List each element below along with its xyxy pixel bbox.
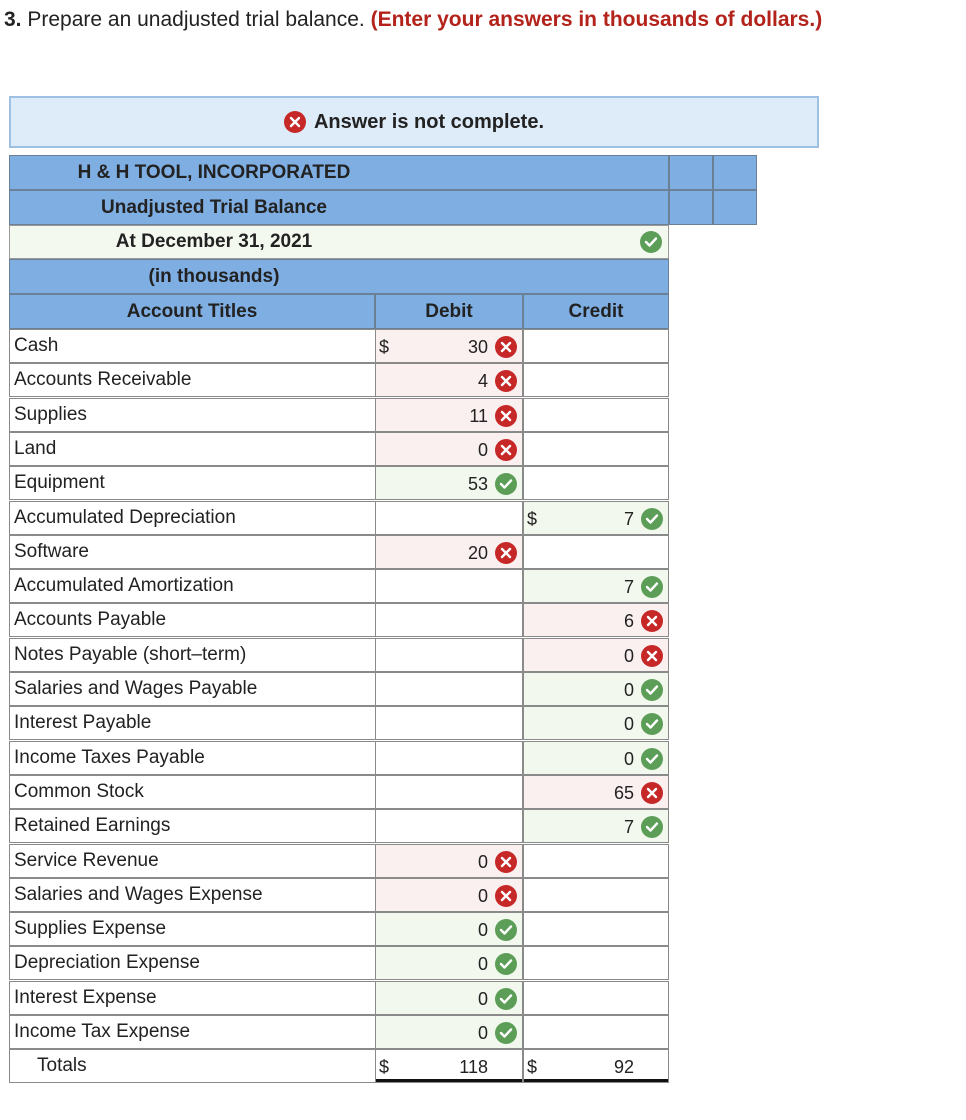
- debit-amount-field[interactable]: [375, 946, 523, 980]
- col-header-debit: Debit: [375, 294, 523, 329]
- credit-amount-field[interactable]: [523, 569, 669, 603]
- account-title[interactable]: Salaries and Wages Payable: [9, 672, 375, 706]
- credit-value: 7: [623, 577, 634, 597]
- credit-amount-field[interactable]: [523, 638, 669, 672]
- credit-value: 0: [623, 680, 634, 700]
- credit-amount-field[interactable]: [523, 706, 669, 740]
- table-row: [9, 844, 669, 878]
- account-title[interactable]: Accounts Receivable: [9, 363, 375, 397]
- units-label-text: (in thousands): [148, 265, 280, 287]
- statement-title: [9, 190, 669, 225]
- dollar-sign: $: [527, 1057, 538, 1077]
- credit-value: 0: [623, 646, 634, 666]
- table-row: [9, 535, 669, 569]
- credit-amount-field[interactable]: [523, 912, 669, 946]
- debit-amount-field[interactable]: [375, 329, 523, 363]
- table-row: [9, 706, 669, 740]
- totals-label: Totals: [9, 1049, 375, 1083]
- table-row: [9, 432, 669, 466]
- debit-value: 0: [477, 886, 488, 906]
- question-instruction: (Enter your answers in thousands of dollars.): [370, 8, 823, 31]
- check-icon: [495, 988, 517, 1010]
- debit-value: 11: [469, 406, 488, 426]
- debit-amount-field[interactable]: [375, 1015, 523, 1049]
- credit-amount-field[interactable]: [523, 501, 669, 535]
- debit-value: 0: [477, 440, 488, 460]
- debit-amount-field[interactable]: [375, 466, 523, 500]
- account-title[interactable]: Service Revenue: [9, 844, 375, 878]
- total-underline: [376, 1079, 522, 1082]
- check-icon: [641, 816, 663, 838]
- statement-title-text: Unadjusted Trial Balance: [101, 196, 327, 218]
- dollar-sign: $: [379, 337, 390, 357]
- table-row: [9, 878, 669, 912]
- credit-value: 7: [623, 509, 634, 529]
- debit-amount-field[interactable]: [375, 398, 523, 432]
- account-title[interactable]: Accounts Payable: [9, 603, 375, 637]
- account-title[interactable]: Accumulated Amortization: [9, 569, 375, 603]
- account-title[interactable]: Income Taxes Payable: [9, 741, 375, 775]
- account-title[interactable]: Salaries and Wages Expense: [9, 878, 375, 912]
- check-icon: [640, 231, 662, 253]
- check-icon: [495, 473, 517, 495]
- credit-amount-field[interactable]: [523, 432, 669, 466]
- company-name: [9, 155, 669, 190]
- table-row: [9, 672, 669, 706]
- totals-row: [9, 1049, 669, 1083]
- credit-value: 6: [623, 611, 634, 631]
- table-row: [9, 946, 669, 980]
- question-number: 3.: [4, 8, 22, 31]
- credit-amount-field[interactable]: [523, 878, 669, 912]
- debit-value: 0: [477, 1023, 488, 1043]
- check-icon: [641, 576, 663, 598]
- check-icon: [495, 953, 517, 975]
- x-circle-icon: [284, 111, 306, 133]
- debit-amount-field[interactable]: [375, 878, 523, 912]
- debit-value: 0: [477, 989, 488, 1009]
- debit-value: 0: [477, 852, 488, 872]
- x-circle-icon: [495, 851, 517, 873]
- debit-amount-field[interactable]: [375, 638, 523, 672]
- table-row: [9, 1015, 669, 1049]
- debit-value: 4: [477, 371, 488, 391]
- table-row: [9, 981, 669, 1015]
- answer-status-banner: [9, 96, 819, 148]
- table-row: [9, 638, 669, 672]
- credit-amount-field[interactable]: [523, 466, 669, 500]
- company-name-text: H & H TOOL, INCORPORATED: [77, 161, 351, 183]
- check-icon: [495, 1022, 517, 1044]
- credit-amount-field[interactable]: [523, 946, 669, 980]
- account-title[interactable]: Cash: [9, 329, 375, 363]
- credit-value: 92: [613, 1057, 634, 1077]
- table-row: [9, 329, 669, 363]
- table-row: [9, 741, 669, 775]
- credit-amount-field[interactable]: [523, 363, 669, 397]
- debit-amount-field[interactable]: [375, 809, 523, 843]
- account-title[interactable]: Supplies: [9, 398, 375, 432]
- total-underline: [524, 1079, 668, 1082]
- statement-date-text: At December 31, 2021: [115, 231, 313, 252]
- debit-amount-field[interactable]: [375, 363, 523, 397]
- table-row: [9, 775, 669, 809]
- x-circle-icon: [641, 610, 663, 632]
- credit-amount-field[interactable]: [523, 603, 669, 637]
- x-circle-icon: [495, 542, 517, 564]
- extra-header-cell: [713, 155, 757, 190]
- credit-amount-field[interactable]: [523, 535, 669, 569]
- debit-amount-field[interactable]: [375, 741, 523, 775]
- debit-amount-field[interactable]: [375, 501, 523, 535]
- debit-value: 0: [477, 920, 488, 940]
- debit-value: 30: [467, 337, 488, 357]
- credit-value: 0: [623, 749, 634, 769]
- table-row: [9, 569, 669, 603]
- account-title[interactable]: Accumulated Depreciation: [9, 501, 375, 535]
- credit-amount-field[interactable]: [523, 672, 669, 706]
- extra-header-cell: [669, 190, 713, 225]
- credit-value: 65: [613, 783, 634, 803]
- account-title[interactable]: Supplies Expense: [9, 912, 375, 946]
- x-circle-icon: [495, 336, 517, 358]
- account-title[interactable]: Interest Expense: [9, 981, 375, 1015]
- debit-amount-field[interactable]: [375, 432, 523, 466]
- account-title[interactable]: Land: [9, 432, 375, 466]
- account-title[interactable]: Common Stock: [9, 775, 375, 809]
- table-row: [9, 912, 669, 946]
- units-label: [9, 259, 669, 294]
- extra-header-cell: [669, 155, 713, 190]
- question-text: Prepare an unadjusted trial balance.: [27, 8, 365, 31]
- debit-amount-field[interactable]: [375, 535, 523, 569]
- account-title[interactable]: Depreciation Expense: [9, 946, 375, 980]
- table-row: [9, 466, 669, 500]
- x-circle-icon: [495, 370, 517, 392]
- credit-value: 7: [623, 817, 634, 837]
- account-title[interactable]: Software: [9, 535, 375, 569]
- x-circle-icon: [495, 439, 517, 461]
- debit-value: 0: [477, 954, 488, 974]
- table-row: [9, 809, 669, 843]
- check-icon: [641, 508, 663, 530]
- credit-amount-field[interactable]: [523, 1015, 669, 1049]
- debit-value: 53: [467, 474, 488, 494]
- debit-amount-field[interactable]: [375, 912, 523, 946]
- question-prompt: [4, 8, 822, 32]
- credit-amount-field[interactable]: [523, 1049, 669, 1083]
- dollar-sign: $: [379, 1057, 390, 1077]
- check-icon: [641, 748, 663, 770]
- table-row: [9, 363, 669, 397]
- debit-value: 118: [459, 1057, 488, 1077]
- table-row: [9, 501, 669, 535]
- x-circle-icon: [641, 645, 663, 667]
- x-circle-icon: [495, 885, 517, 907]
- credit-amount-field[interactable]: [523, 981, 669, 1015]
- debit-amount-field[interactable]: [375, 603, 523, 637]
- account-title[interactable]: Notes Payable (short–term): [9, 638, 375, 672]
- credit-amount-field[interactable]: [523, 809, 669, 843]
- debit-amount-field[interactable]: [375, 569, 523, 603]
- credit-amount-field[interactable]: [523, 775, 669, 809]
- account-title[interactable]: Interest Payable: [9, 706, 375, 740]
- credit-value: 0: [623, 714, 634, 734]
- debit-value: 20: [467, 543, 488, 563]
- check-icon: [641, 713, 663, 735]
- account-title[interactable]: Equipment: [9, 466, 375, 500]
- x-circle-icon: [495, 405, 517, 427]
- statement-date[interactable]: [9, 225, 669, 259]
- table-row: [9, 398, 669, 432]
- credit-amount-field[interactable]: [523, 844, 669, 878]
- col-header-credit: Credit: [523, 294, 669, 329]
- debit-amount-field[interactable]: [375, 844, 523, 878]
- debit-amount-field[interactable]: [375, 672, 523, 706]
- check-icon: [495, 919, 517, 941]
- credit-amount-field[interactable]: [523, 741, 669, 775]
- debit-amount-field[interactable]: [375, 981, 523, 1015]
- debit-amount-field[interactable]: [375, 1049, 523, 1083]
- table-row: [9, 603, 669, 637]
- debit-amount-field[interactable]: [375, 775, 523, 809]
- col-header-account: Account Titles: [9, 294, 375, 329]
- check-icon: [641, 679, 663, 701]
- account-title[interactable]: Income Tax Expense: [9, 1015, 375, 1049]
- debit-amount-field[interactable]: [375, 706, 523, 740]
- banner-text: Answer is not complete.: [313, 110, 545, 133]
- x-circle-icon: [641, 782, 663, 804]
- account-title[interactable]: Retained Earnings: [9, 809, 375, 843]
- dollar-sign: $: [527, 509, 538, 529]
- extra-header-cell: [713, 190, 757, 225]
- credit-amount-field[interactable]: [523, 398, 669, 432]
- credit-amount-field[interactable]: [523, 329, 669, 363]
